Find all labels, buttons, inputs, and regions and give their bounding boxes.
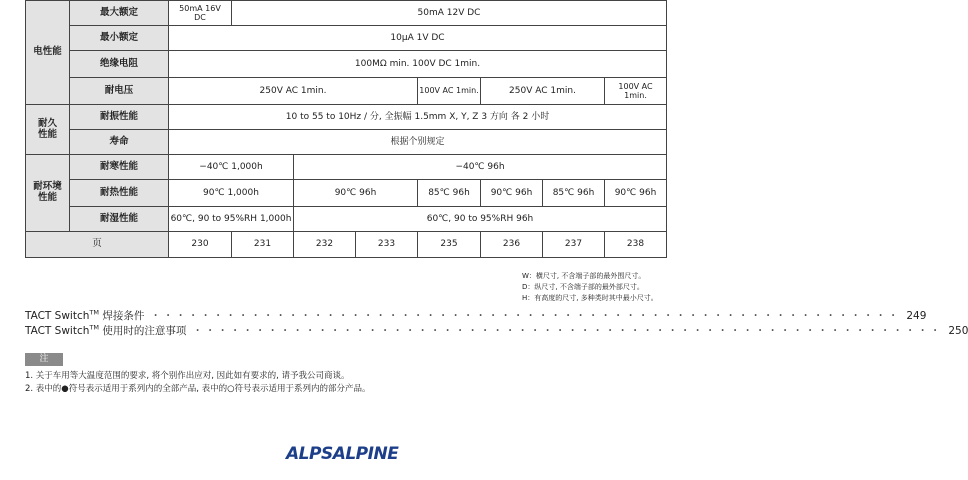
item-label: 耐热性能: [70, 180, 169, 207]
toc-title: TACT Switch: [25, 325, 90, 337]
toc-entry-precautions[interactable]: [25, 323, 968, 338]
page-number-link[interactable]: 232: [294, 232, 356, 258]
group-label: 电性能: [26, 1, 70, 105]
table-row: [26, 130, 667, 155]
table-row: [26, 78, 667, 105]
table-row: [26, 1, 667, 26]
table-row: [26, 51, 667, 78]
spec-cell: 90℃ 1,000h: [169, 180, 294, 207]
item-label: 绝缘电阻: [70, 51, 169, 78]
spec-cell: 50mA 12V DC: [232, 1, 667, 26]
toc-page: 250: [948, 325, 968, 337]
spec-cell: 60℃, 90 to 95%RH 96h: [294, 207, 667, 232]
spec-cell: −40℃ 96h: [294, 155, 667, 180]
page-number-link[interactable]: 230: [169, 232, 232, 258]
spec-table: [25, 0, 667, 258]
note-1: 1. 关于车用等大温度范围的要求, 将个别作出应对, 因此如有要求的, 请予我公司商谈。: [25, 371, 350, 381]
spec-cell: 100V AC 1min.: [418, 78, 481, 105]
note-badge: 注: [25, 353, 63, 366]
spec-cell: 50mA 16V DC: [169, 1, 232, 26]
leader-dots: ・・・・・・・・・・・・・・・・・・・・・・・・・・・・・・・・・・・・・・・・・・・・・・・・・・・・・・・・・・・・: [192, 325, 943, 337]
group-label: 耐环境 性能: [26, 155, 70, 232]
spec-cell: 90℃ 96h: [294, 180, 418, 207]
page-label: 页: [26, 232, 169, 258]
item-label: 寿命: [70, 130, 169, 155]
table-row: [26, 155, 667, 180]
toc-suffix: 焊接条件: [99, 310, 145, 322]
item-label: 耐振性能: [70, 105, 169, 130]
page-number-link[interactable]: 231: [232, 232, 294, 258]
spec-cell: 100V AC 1min.: [605, 78, 667, 105]
group-label: 耐久 性能: [26, 105, 70, 155]
spec-cell: 250V AC 1min.: [481, 78, 605, 105]
toc-suffix: 使用时的注意事项: [99, 325, 187, 337]
table-row: [26, 26, 667, 51]
page-row: [26, 232, 667, 258]
trademark: TM: [89, 323, 99, 332]
item-label: 耐电压: [70, 78, 169, 105]
spec-cell: 根据个别规定: [169, 130, 667, 155]
alpsalpine-logo: ALPSALPINE: [286, 444, 399, 464]
item-label: 耐湿性能: [70, 207, 169, 232]
page-number-link[interactable]: 237: [543, 232, 605, 258]
item-label: 最大额定: [70, 1, 169, 26]
item-label: 耐寒性能: [70, 155, 169, 180]
toc-page: 249: [906, 310, 927, 322]
page-number-link[interactable]: 238: [605, 232, 667, 258]
notes: [25, 370, 371, 396]
spec-cell: 10μA 1V DC: [169, 26, 667, 51]
spec-cell: 10 to 55 to 10Hz / 分, 全振幅 1.5mm X, Y, Z 3 方向 各 2 小时: [169, 105, 667, 130]
spec-cell: 60℃, 90 to 95%RH 1,000h: [169, 207, 294, 232]
toc-entry-soldering[interactable]: [25, 308, 927, 323]
spec-cell: 85℃ 96h: [543, 180, 605, 207]
page-number-link[interactable]: 236: [481, 232, 543, 258]
note-2: 2. 表中的●符号表示适用于系列内的全部产品, 表中的○符号表示适用于系列内的部分产品。: [25, 384, 371, 394]
spec-cell: 90℃ 96h: [605, 180, 667, 207]
dimension-note-w: W：横尺寸, 不含端子部的最外围尺寸。: [522, 272, 646, 280]
trademark: TM: [89, 308, 99, 317]
dimension-note-d: D：纵尺寸, 不含端子部的最外部尺寸。: [522, 283, 644, 291]
page-number-link[interactable]: 233: [356, 232, 418, 258]
toc-title: TACT Switch: [25, 310, 90, 322]
dimension-notes: [522, 271, 658, 304]
table-row: [26, 105, 667, 130]
table-row: [26, 207, 667, 232]
spec-cell: 90℃ 96h: [481, 180, 543, 207]
spec-cell: −40℃ 1,000h: [169, 155, 294, 180]
spec-cell: 100MΩ min. 100V DC 1min.: [169, 51, 667, 78]
spec-cell: 85℃ 96h: [418, 180, 481, 207]
spec-cell: 250V AC 1min.: [169, 78, 418, 105]
table-row: [26, 180, 667, 207]
leader-dots: ・・・・・・・・・・・・・・・・・・・・・・・・・・・・・・・・・・・・・・・・・・・・・・・・・・・・・・・・・・・・: [150, 310, 901, 322]
page-number-link[interactable]: 235: [418, 232, 481, 258]
item-label: 最小额定: [70, 26, 169, 51]
dimension-note-h: H：有高度的尺寸, 多种类时其中最小尺寸。: [522, 294, 658, 302]
